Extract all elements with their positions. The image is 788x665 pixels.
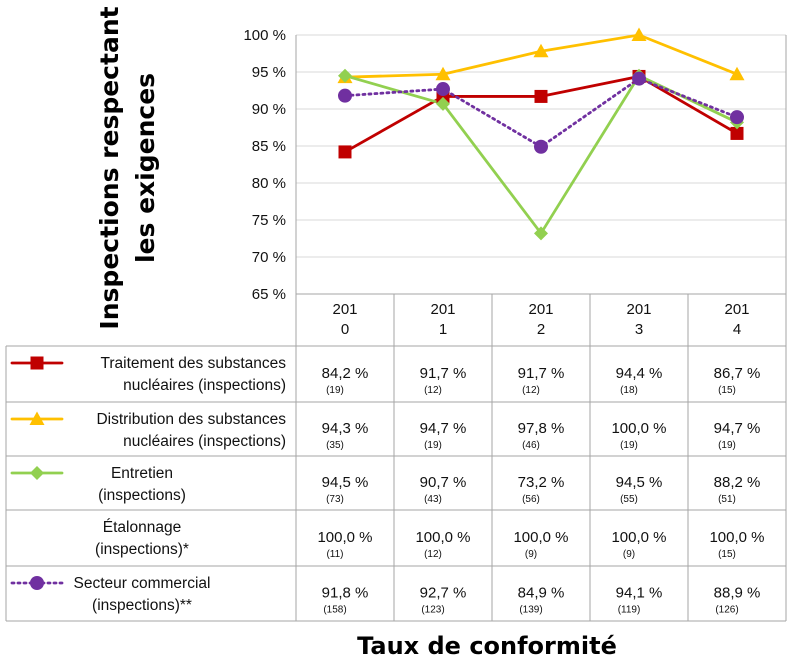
data-count-label: (12) [424,385,442,396]
data-value-label: 100,0 % [611,420,667,437]
data-count-label: (35) [326,440,344,451]
series-label: (inspections) [98,487,186,504]
data-count-label: (9) [622,549,636,560]
data-count-label: (19) [718,440,736,451]
data-value-label: 94,3 % [321,420,369,437]
y-tick-label: 90 % [251,101,286,118]
data-count-label: (18) [620,385,638,396]
x-category-label: 201 [528,301,554,318]
x-category-label: 0 [340,321,350,338]
data-value-label: 94,1 % [615,584,663,602]
series-label: Étalonnage [102,519,182,536]
series-label: nucléaires (inspections) [123,377,286,394]
y-axis-title: Inspections respectant les exigences [95,6,160,330]
data-value-label: 91,8 % [321,584,369,602]
data-count-label: (51) [718,494,736,505]
data-point [535,90,548,103]
data-count-label: (12) [424,549,442,560]
data-value-label: 94,5 % [615,474,663,491]
data-value-label: 94,5 % [321,474,369,491]
legend-key-marker [31,357,44,370]
data-count-label: (19) [326,385,344,396]
data-point [534,140,548,154]
data-count-label: (123) [421,604,445,616]
x-category-label: 201 [332,301,358,318]
data-count-label: (73) [326,494,344,505]
series-label: Traitement des substances [100,355,286,372]
series-lines [345,35,737,233]
data-count-label: (126) [715,604,739,616]
x-category-label: 201 [430,301,456,318]
data-point [436,82,450,96]
data-value-label: 90,7 % [419,474,467,491]
data-count-label: (56) [522,494,540,505]
x-category-label: 2 [536,321,546,338]
data-value-label: 100,0 % [709,529,765,546]
x-category-label: 201 [724,301,750,318]
data-count-label: (158) [323,604,347,616]
data-value-label: 97,8 % [517,420,565,437]
data-count-label: (19) [424,440,442,451]
data-count-label: (55) [620,494,638,505]
legend-key-marker [30,466,44,480]
data-point [632,28,647,42]
data-count-label: (11) [326,549,344,560]
data-value-label: 73,2 % [517,474,565,491]
data-point [632,72,646,86]
data-value-label: 100,0 % [317,529,373,546]
series-label: nucléaires (inspections) [123,433,286,450]
data-value-label: 86,7 % [713,365,761,382]
data-count-label: (19) [620,440,638,451]
data-value-label: 84,9 % [517,584,565,602]
series-label: (inspections)** [92,597,192,614]
series-markers [338,28,745,241]
data-count-label: (12) [522,385,540,396]
data-count-label: (43) [424,494,442,505]
x-category-label: 4 [732,321,742,338]
data-count-label: (46) [522,440,540,451]
data-value-label: 91,7 % [419,365,467,382]
data-value-label: 88,2 % [713,474,761,491]
data-value-label: 94,4 % [615,365,663,382]
data-count-label: (119) [617,604,641,616]
series-label: Secteur commercial [73,575,211,592]
data-value-label: 88,9 % [713,584,761,602]
data-point [730,110,744,124]
data-value-label: 91,7 % [517,365,565,382]
x-category-label: 1 [438,321,448,338]
data-count-label: (15) [718,549,736,560]
data-value-label: 94,7 % [419,420,467,437]
series-label: (inspections)* [95,541,189,558]
x-category-label: 201 [626,301,652,318]
data-value-label: 100,0 % [611,529,667,546]
x-axis-title: Taux de conformité [357,632,617,660]
series-line [345,79,737,147]
data-point [338,89,352,103]
y-tick-label: 75 % [251,212,286,229]
y-tick-label: 85 % [251,138,286,155]
y-tick-label: 100 % [243,27,286,44]
y-tick-label: 70 % [251,249,286,266]
series-label: Distribution des substances [96,411,286,428]
data-count-label: (9) [524,549,538,560]
data-value-label: 100,0 % [415,529,471,546]
chart-labels [74,6,765,660]
legend-key-marker [30,576,44,590]
data-value-label: 84,2 % [321,365,369,382]
y-tick-label: 80 % [251,175,286,192]
data-count-label: (139) [519,604,543,616]
data-value-label: 92,7 % [419,584,467,602]
series-label: Entretien [110,465,174,482]
x-category-label: 3 [634,321,644,338]
data-value-label: 94,7 % [713,420,761,437]
data-point [339,145,352,158]
data-value-label: 100,0 % [513,529,569,546]
y-tick-label: 65 % [251,286,286,303]
data-count-label: (15) [718,385,736,396]
y-tick-label: 95 % [251,64,286,81]
